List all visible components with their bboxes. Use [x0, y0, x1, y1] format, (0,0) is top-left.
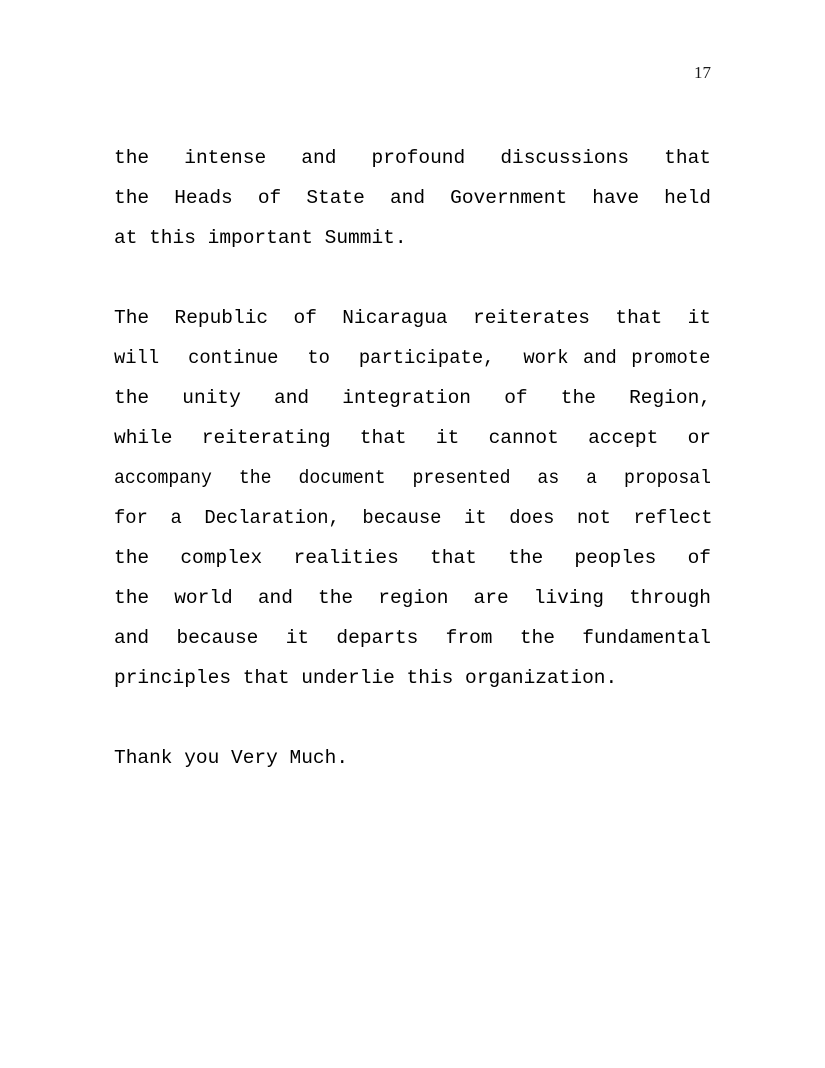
text-line: at this important Summit.: [114, 227, 407, 249]
text-line: the Heads of State and Government have held: [114, 187, 711, 209]
paragraph-main: [114, 298, 711, 698]
paragraph-closing: [114, 738, 711, 778]
text-line: and because it departs from the fundamental: [114, 627, 711, 649]
text-line: while reiterating that it cannot accept or: [114, 427, 711, 449]
page-number: 17: [694, 63, 711, 82]
text-line: principles that underlie this organization.: [114, 667, 618, 689]
text-line: for a Declaration, because it does not reflect: [114, 507, 713, 529]
paragraph-opening: [114, 138, 711, 258]
text-line: will continue to participate, work and promote: [114, 347, 711, 369]
text-line: Thank you Very Much.: [114, 747, 349, 769]
text-line: the unity and integration of the Region,: [114, 387, 711, 409]
text-line: the intense and profound discussions that: [114, 147, 711, 169]
text-line: accompany the document presented as a proposal: [114, 467, 712, 489]
text-line: the world and the region are living through: [114, 587, 711, 609]
text-line: the complex realities that the peoples of: [114, 547, 711, 569]
document-body: [114, 138, 711, 778]
text-line: The Republic of Nicaragua reiterates that it: [114, 307, 711, 329]
